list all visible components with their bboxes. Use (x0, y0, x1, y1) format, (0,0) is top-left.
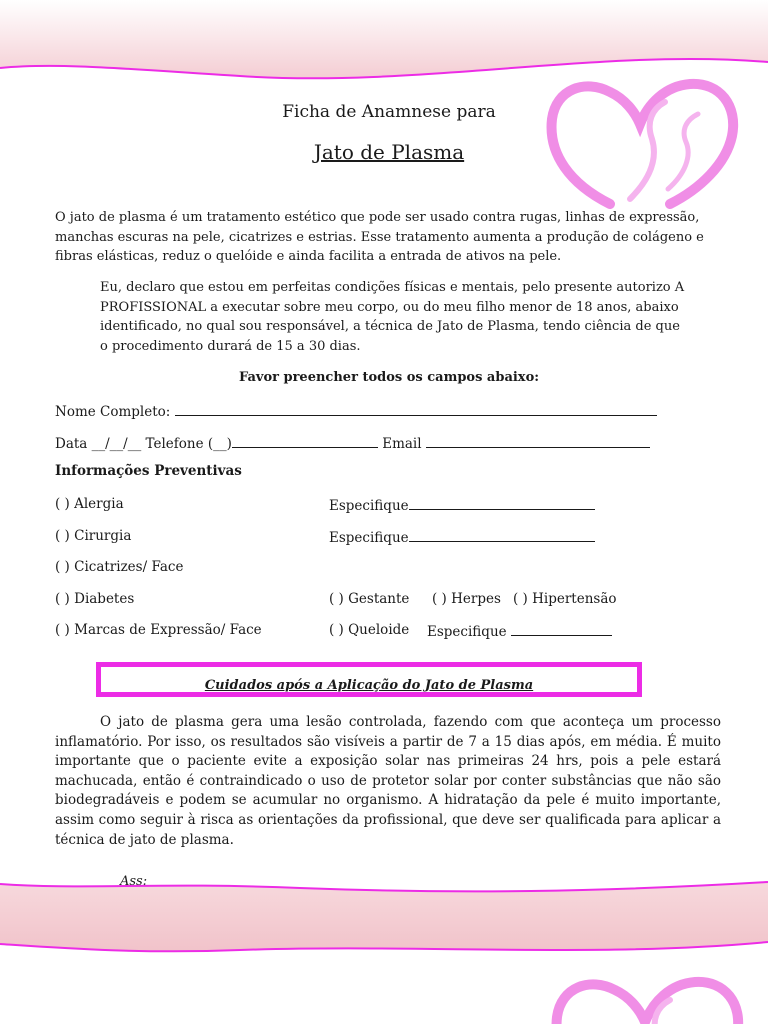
heart-silhouette-icon (545, 962, 745, 1024)
footer-band (0, 878, 768, 958)
care-paragraph: O jato de plasma gera uma lesão controlada, fazendo com que aconteça um processo inflamatório. Por isso, os resultados são visíveis a partir de 7 a 15 dias após, em média. É muito importante que o paciente evite a exposição solar nas primeiras 24 hrs, pois a pele estará machucada, então é contraindicado o uso de protetor solar por conter substâncias que não são biodegradáveis e podem se acumular no organismo. A hidratação da pele é muito importante, assim como seguir à risca as orientações da profissional, que deve ser qualificada para aplicar a técnica de jato de plasma. (55, 714, 721, 848)
scars-checkbox[interactable]: ( ) Cicatrizes/ Face (55, 559, 184, 575)
document-title: Ficha de Anamnese para (282, 102, 496, 122)
pregnant-checkbox[interactable]: ( ) Gestante (329, 591, 410, 607)
allergy-specify-row (329, 496, 595, 514)
keloid-specify-row (427, 622, 612, 640)
declaration-paragraph: Eu, declaro que estou em perfeitas condições físicas e mentais, pelo presente autorizo A PROFISSIONAL a executar sobre meu corpo, ou do meu filho menor de 18 anos, abaixo identificado, no qual sou responsável, a técnica de Jato de Plasma, tendo ciência de que o procedimento durará de 15 a 30 dias. (100, 280, 685, 354)
name-row (55, 402, 657, 420)
phone-field[interactable] (232, 434, 378, 448)
allergy-checkbox[interactable]: ( ) Alergia (55, 496, 124, 512)
care-heading: Cuidados após a Aplicação do Jato de Plasma (204, 678, 534, 693)
contact-row (55, 434, 650, 452)
herpes-checkbox[interactable]: ( ) Herpes (432, 591, 501, 607)
email-label: Email (382, 436, 422, 452)
surgery-specify-row (329, 528, 595, 546)
intro-paragraph: O jato de plasma é um tratamento estético que pode ser usado contra rugas, linhas de expressão, manchas escuras na pele, cicatrizes e estrias. Esse tratamento aumenta a produção de colágeno e fibras elásticas, reduz o quelóide e ainda facilita a entrada de ativos na pele. (55, 210, 704, 264)
allergy-specify-label: Especifique (329, 498, 409, 514)
keloid-specify-label: Especifique (427, 624, 507, 640)
signature-label: Ass: (120, 874, 148, 889)
surgery-specify-field[interactable] (409, 528, 595, 542)
surgery-checkbox[interactable]: ( ) Cirurgia (55, 528, 132, 544)
expression-marks-checkbox[interactable]: ( ) Marcas de Expressão/ Face (55, 622, 262, 638)
preventive-heading: Informações Preventivas (55, 463, 242, 479)
keloid-specify-field[interactable] (511, 622, 612, 636)
surgery-specify-label: Especifique (329, 530, 409, 546)
date-label: Data __/__/__ (55, 436, 142, 452)
phone-label: Telefone (__) (145, 436, 232, 452)
care-heading-box (96, 662, 642, 697)
form-instruction: Favor preencher todos os campos abaixo: (238, 370, 540, 385)
name-label: Nome Completo: (55, 404, 171, 420)
document-subtitle: Jato de Plasma (313, 140, 465, 164)
hypertension-checkbox[interactable]: ( ) Hipertensão (513, 591, 617, 607)
name-field[interactable] (175, 402, 657, 416)
diabetes-checkbox[interactable]: ( ) Diabetes (55, 591, 135, 607)
allergy-specify-field[interactable] (409, 496, 595, 510)
email-field[interactable] (426, 434, 650, 448)
heart-silhouette-icon (540, 64, 740, 214)
keloid-checkbox[interactable]: ( ) Queloide (329, 622, 410, 638)
